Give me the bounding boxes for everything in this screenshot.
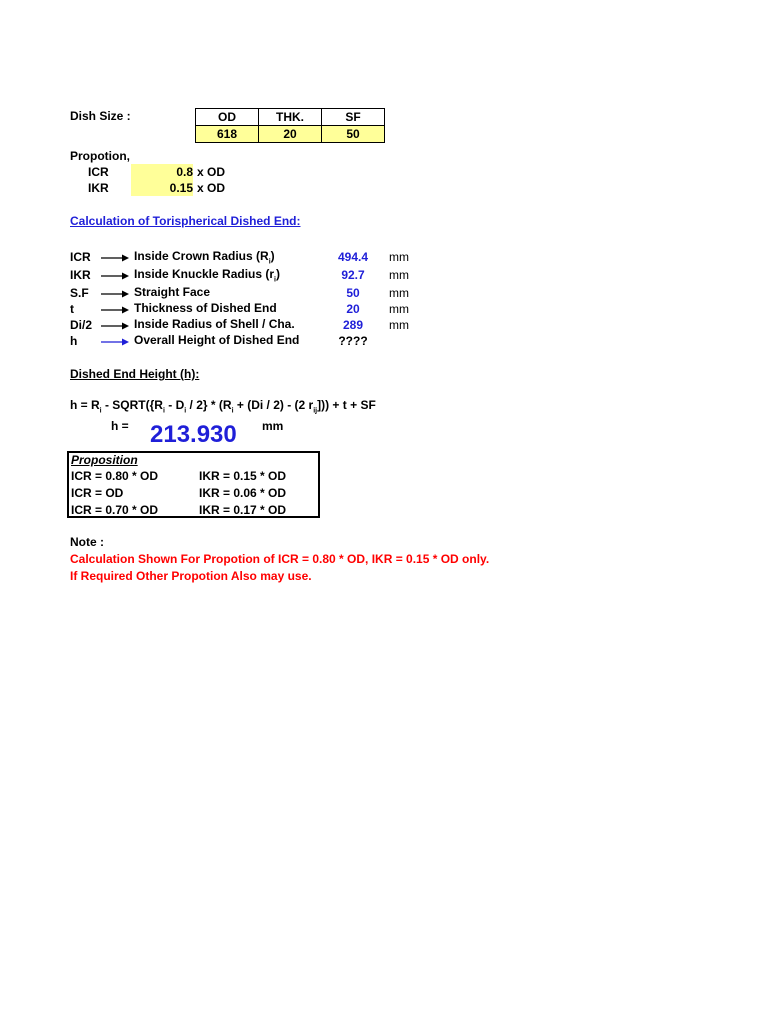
height-title: Dished End Height (h): [70, 367, 200, 381]
height-formula: $h = R_i$ - $SQRT(\{R_i - D_i / 2\} * (R_i + (Di / 2) - (2$ $r_{ij}])) + t$ + SF [70, 398, 376, 415]
dish-size-header-row [196, 109, 385, 126]
arrow-right-icon [101, 321, 129, 331]
param-value: 92.7 [341, 268, 365, 282]
value-thk[interactable]: 20 [259, 126, 322, 143]
proposition-ikr-2: IKR = 0.06 * OD [199, 486, 287, 500]
result-unit: mm [262, 419, 284, 433]
param-abbr: ICR [70, 250, 91, 264]
arrow-right-icon [101, 305, 129, 315]
param-unit: mm [389, 250, 409, 264]
proportion-icr-unit: x OD [197, 165, 226, 179]
proportion-icr-label: ICR [88, 165, 109, 179]
value-sf[interactable]: 50 [322, 126, 385, 143]
note-line-1: Calculation Shown For Propotion of ICR = 0.80 * OD, IKR = 0.15 * OD only. [70, 552, 490, 566]
result-label: h = [111, 419, 129, 433]
param-value: 289 [342, 318, 364, 332]
note-label: Note : [70, 535, 104, 549]
note-line-2: If Required Other Propotion Also may use. [70, 569, 312, 583]
proposition-ikr-1: IKR = 0.15 * OD [199, 469, 287, 483]
header-od: OD [196, 109, 259, 126]
param-value: ???? [338, 334, 368, 348]
dish-size-table [195, 108, 385, 143]
param-abbr: S.F [70, 286, 89, 300]
proportion-ikr-label: IKR [88, 181, 109, 195]
value-od[interactable]: 618 [196, 126, 259, 143]
proposition-icr-3: ICR = 0.70 * OD [71, 503, 159, 517]
param-value: 50 [346, 286, 360, 300]
proportion-heading: Propotion, [70, 149, 130, 163]
proportion-ikr-value[interactable]: 0.15 [131, 180, 193, 196]
proposition-title: Proposition [71, 453, 138, 467]
dish-size-value-row [196, 126, 385, 143]
param-unit: mm [389, 286, 409, 300]
param-description: Inside Knuckle Radius $(r_i)$ [134, 267, 280, 284]
result-value: 213.930 [150, 421, 237, 448]
param-value: 494.4 [337, 250, 369, 264]
arrow-right-icon [101, 337, 129, 347]
param-abbr: Di/2 [70, 318, 93, 332]
param-value: 20 [346, 302, 360, 316]
param-unit: mm [389, 268, 409, 282]
proposition-ikr-3: IKR = 0.17 * OD [199, 503, 287, 517]
param-description: Inside Radius of Shell / Cha. [134, 317, 295, 331]
param-unit: mm [389, 318, 409, 332]
proposition-box [67, 451, 320, 518]
dish-size-label: Dish Size : [70, 109, 131, 123]
param-abbr: t [70, 302, 74, 316]
proportion-icr-value[interactable]: 0.8 [131, 164, 193, 180]
proportion-ikr-unit: x OD [197, 181, 226, 195]
header-sf: SF [322, 109, 385, 126]
arrow-right-icon [101, 271, 129, 281]
param-abbr: IKR [70, 268, 91, 282]
param-description: Overall Height of Dished End [134, 333, 300, 347]
param-description: Inside Crown Radius $(R_i)$ [134, 249, 275, 266]
param-description: Thickness of Dished End [134, 301, 277, 315]
param-description: Straight Face [134, 285, 211, 299]
arrow-right-icon [101, 253, 129, 263]
param-abbr: h [70, 334, 78, 348]
header-thk: THK. [259, 109, 322, 126]
arrow-right-icon [101, 289, 129, 299]
proposition-icr-1: ICR = 0.80 * OD [71, 469, 159, 483]
calc-title: Calculation of Torispherical Dished End: [70, 214, 301, 228]
param-unit: mm [389, 302, 409, 316]
proposition-icr-2: ICR = OD [71, 486, 124, 500]
